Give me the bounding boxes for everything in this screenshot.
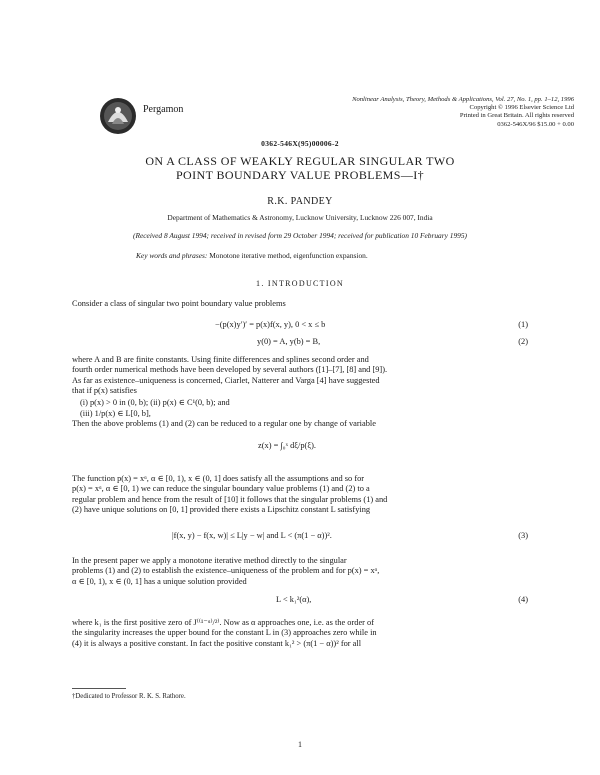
keywords-label: Key words and phrases: — [136, 251, 208, 260]
title-line-1: ON A CLASS OF WEAKLY REGULAR SINGULAR TWO — [145, 154, 455, 168]
journal-line-3: Printed in Great Britain. All rights reserved — [459, 112, 574, 120]
paragraph-5-line-3: α ∈ [0, 1), x ∈ (0, 1] has a unique solution provided — [72, 576, 247, 586]
journal-line-1: Nonlinear Analysis, Theory, Methods & Applications, Vol. 27, No. 1, pp. 1–12, 1996 — [352, 96, 574, 103]
author-name: R.K. PANDEY — [267, 196, 333, 207]
paragraph-5 — [72, 556, 528, 587]
equation-4-number: (4) — [518, 595, 528, 604]
page-number: 1 — [298, 740, 302, 749]
paragraph-5-line-1: In the present paper we apply a monotone iterative method directly to the singular — [72, 556, 347, 565]
paragraph-2-line-2: fourth order numerical methods have been developed by several authors ([1]–[7], [8] and [9]). — [72, 365, 388, 375]
paragraph-2-line-1: where A and B are finite constants. Using finite differences and splines second order and — [72, 355, 369, 364]
paragraph-intro: Consider a class of singular two point boundary value problems — [72, 299, 286, 308]
author-affiliation: Department of Mathematics & Astronomy, Lucknow University, Lucknow 226 007, India — [167, 213, 433, 222]
equation-2: y(0) = A, y(b) = B, — [257, 337, 321, 346]
condition-2: (iii) 1/p(x) ∈ L[0, b], — [80, 409, 151, 418]
paragraph-5-line-2: problems (1) and (2) to establish the existence–uniqueness of the problem and for p(x) = xᵅ, — [72, 566, 380, 576]
paragraph-2 — [72, 355, 528, 397]
paragraph-2-line-4: that if p(x) satisfies — [72, 386, 137, 396]
paragraph-4-line-3: regular problem and hence from the result of [10] it follows that the singular problems (1) and — [72, 494, 388, 504]
publisher-name: Pergamon — [143, 104, 184, 115]
journal-line-2: Copyright © 1996 Elsevier Science Ltd — [469, 104, 574, 112]
journal-citation — [274, 96, 574, 129]
paragraph-6-line-2: the singularity increases the upper bound for the constant L in (3) approaches zero while in — [72, 628, 377, 638]
equation-4: L < k₁²(α), — [276, 595, 312, 604]
paragraph-4-line-2: p(x) = xᵅ, α ∈ [0, 1) we can reduce the singular boundary value problems (1) and (2) to a — [72, 484, 370, 494]
paragraph-4-line-1: The function p(x) = xᵅ, α ∈ [0, 1), x ∈ (0, 1] does satisfy all the assumptions and so for — [72, 474, 365, 483]
equation-1: −(p(x)y′)′ = p(x)f(x, y), 0 < x ≤ b — [215, 320, 326, 329]
paragraph-6 — [72, 618, 528, 649]
journal-line-4: 0362-546X/96 $15.00 + 0.00 — [497, 120, 574, 128]
section-heading: 1. INTRODUCTION — [256, 279, 344, 288]
equation-3: |f(x, y) − f(x, w)| ≤ L|y − w| and L < (π(1 − α))². — [172, 531, 332, 540]
paragraph-6-line-3: (4) it is always a positive constant. In fact the positive constant k₁² > (π(1 − α))² for all — [72, 638, 362, 648]
paragraph-3: Then the above problems (1) and (2) can be reduced to a regular one by change of variable — [72, 419, 376, 428]
title-line-2: POINT BOUNDARY VALUE PROBLEMS—I† — [175, 168, 425, 182]
equation-1-number: (1) — [518, 320, 528, 329]
keywords-text: Monotone iterative method, eigenfunction expansion. — [209, 251, 368, 260]
pergamon-logo-icon — [98, 96, 138, 136]
footnote: †Dedicated to Professor R. K. S. Rathore. — [72, 693, 186, 700]
paragraph-4 — [72, 474, 528, 516]
footnote-divider — [72, 688, 126, 689]
condition-1: (i) p(x) > 0 in (0, b); (ii) p(x) ∈ C¹(0, b); and — [80, 398, 230, 407]
paragraph-2-line-3: As far as existence–uniqueness is concerned, Ciarlet, Natterer and Varga [4] have suggested — [72, 375, 380, 385]
paragraph-4-line-4: (2) have unique solutions on [0, 1] provided there exists a Lipschitz constant L satisfying — [72, 505, 371, 515]
article-doi: 0362-546X(95)00006-2 — [261, 139, 339, 148]
paper-title — [80, 154, 520, 182]
equation-3-number: (3) — [518, 531, 528, 540]
paragraph-6-line-1: where k₁ is the first positive zero of J⁽⁽¹⁻ᵅ⁾/²⁾. Now as α approaches one, i.e. as the order of — [72, 618, 375, 627]
received-dates: (Received 8 August 1994; received in revised form 29 October 1994; received for publication 10 February 1995) — [133, 231, 467, 240]
equation-2-number: (2) — [518, 337, 528, 346]
equation-change-of-variable: z(x) = ∫₀ˣ dξ/p(ξ). — [258, 441, 316, 450]
keywords — [136, 251, 368, 260]
